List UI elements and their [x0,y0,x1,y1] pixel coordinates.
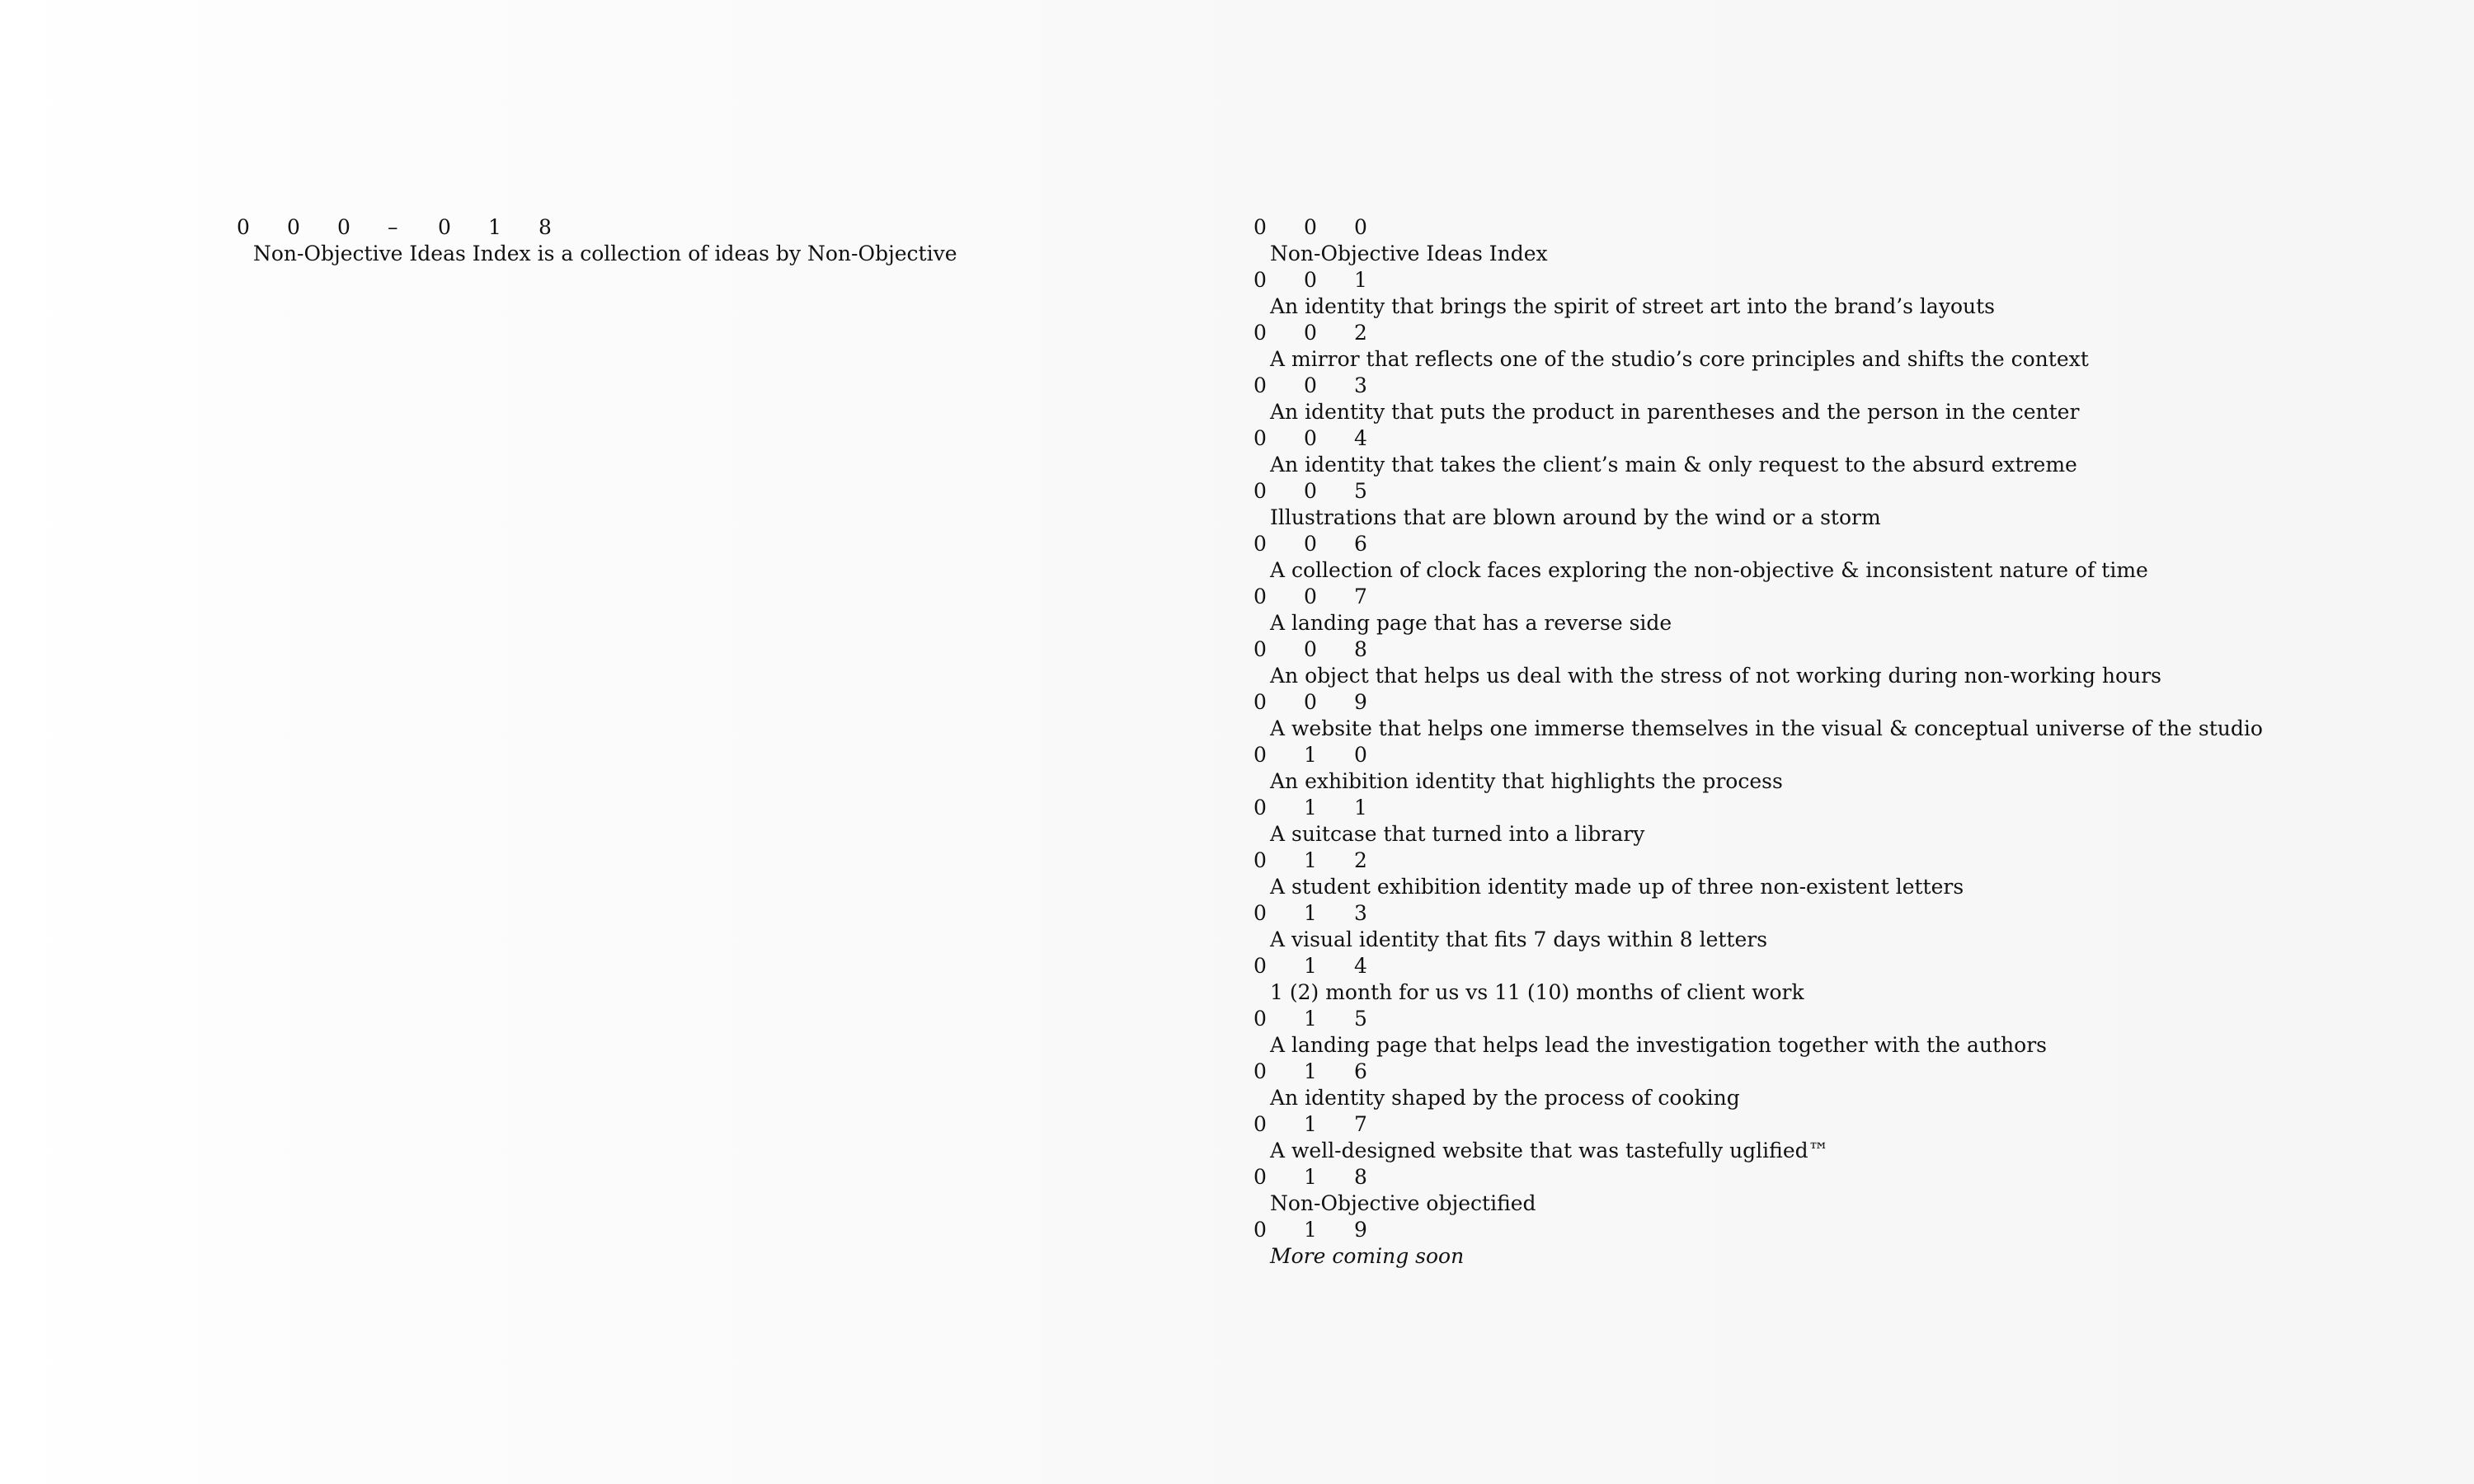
entry-digit: 0 [1253,479,1267,503]
entry-digit: 0 [1253,1112,1267,1136]
entry-number [1253,742,2408,768]
entry-digit: 0 [1304,637,1317,661]
entry-digit: 0 [1354,743,1367,767]
entry-digit: 2 [1354,321,1367,345]
entry-digit: 8 [1354,637,1367,661]
entry-digit: 0 [1304,268,1317,292]
entry-number [1253,214,2408,241]
entry-digit: 7 [1354,585,1367,608]
entry-digit: 1 [1304,1059,1317,1083]
entry-title-link[interactable]: An object that helps us deal with the stress of not working during non-working hours [1270,664,2161,688]
entry-title-link[interactable]: A landing page that has a reverse side [1270,611,1672,635]
intro-digit: 0 [287,215,300,239]
entry-number [1253,320,2408,346]
entry-digit: 1 [1304,901,1317,925]
entry-number [1253,267,2408,294]
entry-digit: 0 [1354,215,1367,239]
entry-title-link[interactable]: A website that helps one immerse themselves in the visual & conceptual universe of the studio [1270,716,2263,740]
entry-digit: 0 [1253,954,1267,978]
index-entry-008[interactable] [1253,636,2408,689]
entry-title-link[interactable]: A landing page that helps lead the investigation together with the authors [1270,1033,2047,1057]
entry-number [1253,636,2408,663]
entry-digit: 0 [1304,585,1317,608]
entry-number [1253,1217,2408,1243]
entry-number [1253,1006,2408,1032]
entry-digit: 0 [1253,1218,1267,1242]
entry-digit: 3 [1354,373,1367,397]
entry-number [1253,953,2408,979]
entry-digit: 1 [1354,268,1367,292]
entry-number [1253,531,2408,557]
entry-title-link[interactable]: An identity that brings the spirit of street art into the brand’s layouts [1270,294,1995,318]
entry-title-link[interactable]: A mirror that reflects one of the studio’s core principles and shifts the context [1270,347,2089,371]
entry-digit: 4 [1354,954,1367,978]
entry-title-link[interactable]: An identity that puts the product in parentheses and the person in the center [1270,400,2080,424]
entry-digit: 0 [1253,1059,1267,1083]
index-entry-019[interactable] [1253,1217,2408,1270]
index-entry-007[interactable] [1253,584,2408,636]
entry-title-link[interactable]: A well-designed website that was tastefully uglified™ [1270,1139,1829,1162]
index-entry-012[interactable] [1253,848,2408,900]
intro-range-number [237,214,1226,241]
entry-digit: 0 [1253,848,1267,872]
intro-digit: 1 [488,215,501,239]
entry-digit: 1 [1304,743,1317,767]
index-entry-004[interactable] [1253,425,2408,478]
entry-digit: 0 [1253,901,1267,925]
index-entry-002[interactable] [1253,320,2408,373]
entry-digit: 1 [1304,1112,1317,1136]
entry-digit: 0 [1253,532,1267,556]
entry-title-link[interactable]: Non-Objective objectified [1270,1191,1536,1215]
entry-digit: 8 [1354,1165,1367,1189]
index-entry-009[interactable] [1253,689,2408,742]
intro-digit: 0 [237,215,250,239]
index-entry-006[interactable] [1253,531,2408,584]
intro-digit: 0 [438,215,451,239]
entry-digit: 3 [1354,901,1367,925]
index-entry-018[interactable] [1253,1164,2408,1217]
entry-digit: 0 [1253,268,1267,292]
entry-digit: 1 [1304,796,1317,819]
entry-digit: 0 [1253,215,1267,239]
entry-title-link[interactable]: A collection of clock faces exploring the non-objective & inconsistent nature of time [1270,558,2148,582]
intro-section [237,214,1226,267]
entry-digit: 1 [1354,796,1367,819]
intro-digit: 8 [539,215,552,239]
entry-digit: 7 [1354,1112,1367,1136]
entry-digit: 1 [1304,1007,1317,1031]
index-entry-010[interactable] [1253,742,2408,795]
entry-digit: 0 [1253,321,1267,345]
entry-digit: 0 [1253,585,1267,608]
entry-title-link[interactable]: More coming soon [1270,1244,1465,1268]
entry-digit: 2 [1354,848,1367,872]
index-entry-013[interactable] [1253,900,2408,953]
entry-digit: 1 [1304,1218,1317,1242]
ideas-index-list [1253,214,2408,1270]
entry-number [1253,1059,2408,1085]
entry-digit: 6 [1354,532,1367,556]
entry-digit: 0 [1304,690,1317,714]
index-entry-000[interactable] [1253,214,2408,267]
entry-digit: 5 [1354,479,1367,503]
intro-dash: – [388,215,398,239]
entry-digit: 0 [1253,637,1267,661]
entry-digit: 0 [1253,1165,1267,1189]
entry-number [1253,900,2408,927]
entry-digit: 9 [1354,690,1367,714]
entry-title-link[interactable]: 1 (2) month for us vs 11 (10) months of client work [1270,980,1804,1004]
entry-number [1253,584,2408,610]
entry-number [1253,689,2408,716]
intro-text: Non-Objective Ideas Index is a collection of ideas by Non-Objective [253,242,957,265]
entry-digit: 0 [1253,743,1267,767]
entry-number [1253,478,2408,505]
entry-number [1253,1164,2408,1190]
entry-title-link[interactable]: An exhibition identity that highlights the process [1270,769,1783,793]
entry-title-link[interactable]: A student exhibition identity made up of three non-existent letters [1270,875,1964,899]
entry-digit: 0 [1304,532,1317,556]
entry-number [1253,1111,2408,1138]
index-entry-015[interactable] [1253,1006,2408,1059]
entry-digit: 0 [1253,373,1267,397]
entry-number [1253,848,2408,874]
entry-digit: 0 [1304,373,1317,397]
entry-digit: 4 [1354,426,1367,450]
entry-title-link[interactable]: Non-Objective Ideas Index [1270,242,1548,265]
entry-digit: 0 [1304,321,1317,345]
entry-title-link[interactable]: Illustrations that are blown around by the wind or a storm [1270,505,1881,529]
entry-title-link[interactable]: An identity that takes the client’s main & only request to the absurd extreme [1270,453,2077,477]
index-entry-017[interactable] [1253,1111,2408,1164]
entry-digit: 9 [1354,1218,1367,1242]
entry-number [1253,795,2408,821]
entry-digit: 1 [1304,848,1317,872]
index-entry-011[interactable] [1253,795,2408,848]
entry-digit: 0 [1304,215,1317,239]
entry-title-link[interactable]: An identity shaped by the process of cooking [1270,1086,1740,1110]
entry-digit: 5 [1354,1007,1367,1031]
entry-digit: 0 [1304,479,1317,503]
entry-title-link[interactable]: A suitcase that turned into a library [1270,822,1645,846]
index-entry-001[interactable] [1253,267,2408,320]
index-entry-014[interactable] [1253,953,2408,1006]
entry-digit: 1 [1304,1165,1317,1189]
entry-digit: 0 [1253,690,1267,714]
entry-number [1253,425,2408,452]
entry-digit: 0 [1304,426,1317,450]
entry-digit: 6 [1354,1059,1367,1083]
intro-digit: 0 [337,215,350,239]
index-entry-003[interactable] [1253,373,2408,425]
entry-number [1253,373,2408,399]
entry-digit: 1 [1304,954,1317,978]
index-entry-005[interactable] [1253,478,2408,531]
entry-digit: 0 [1253,1007,1267,1031]
entry-digit: 0 [1253,796,1267,819]
entry-title-link[interactable]: A visual identity that fits 7 days within 8 letters [1270,928,1768,951]
index-entry-016[interactable] [1253,1059,2408,1111]
entry-digit: 0 [1253,426,1267,450]
